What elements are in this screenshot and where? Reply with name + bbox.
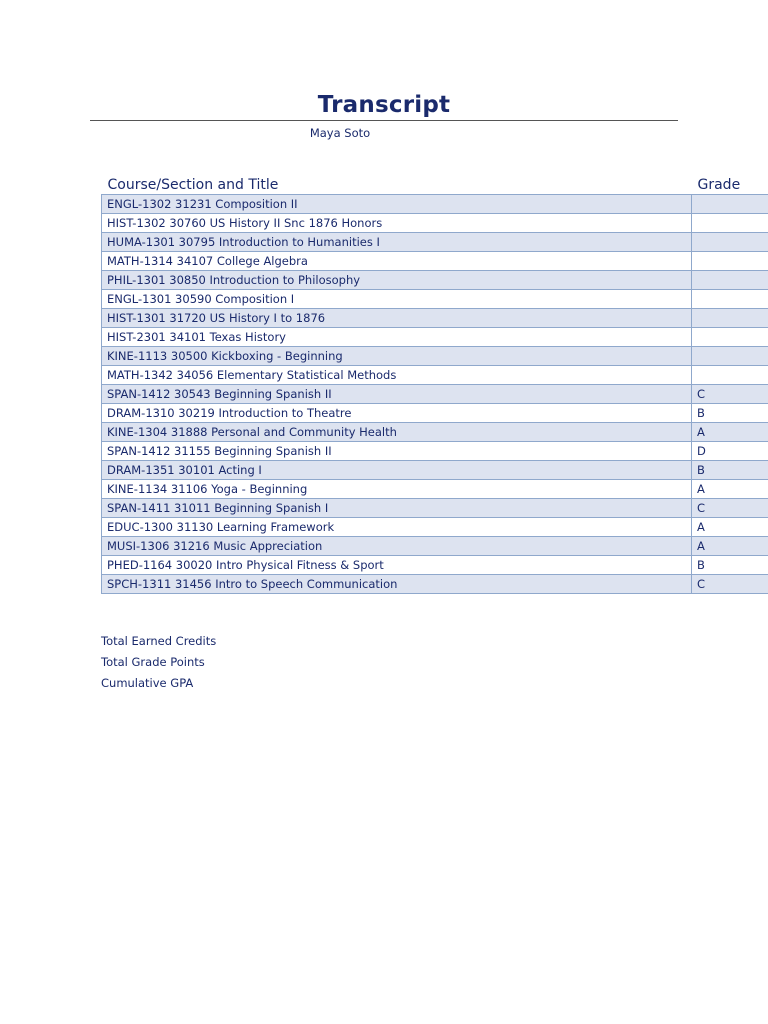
total-earned-credits-label: Total Earned Credits — [101, 634, 217, 648]
transcript-table-container — [101, 175, 768, 594]
table-row — [102, 442, 768, 461]
cumulative-gpa-label: Cumulative GPA — [101, 676, 194, 690]
table-row — [102, 309, 768, 328]
grade-cell: A — [692, 423, 768, 442]
table-row — [102, 537, 768, 556]
grade-column-header: Grade — [697, 177, 741, 193]
page-title: Transcript — [317, 92, 451, 118]
course-cell: EDUC-1300 31130 Learning Framework — [102, 518, 692, 537]
grade-cell — [692, 214, 768, 233]
course-cell: MATH-1314 34107 College Algebra — [102, 252, 692, 271]
table-row — [102, 556, 768, 575]
title-divider — [90, 120, 678, 121]
grade-cell — [692, 271, 768, 290]
grade-cell: A — [692, 518, 768, 537]
table-header-row — [102, 175, 768, 195]
total-grade-points-label: Total Grade Points — [101, 655, 205, 669]
grade-cell: C — [692, 385, 768, 404]
totals-section — [101, 633, 216, 696]
course-cell: ENGL-1302 31231 Composition II — [102, 195, 692, 214]
table-row — [102, 195, 768, 214]
course-cell: HIST-2301 34101 Texas History — [102, 328, 692, 347]
table-row — [102, 214, 768, 233]
course-cell: MUSI-1306 31216 Music Appreciation — [102, 537, 692, 556]
transcript-table — [101, 175, 768, 594]
table-row — [102, 385, 768, 404]
grade-cell — [692, 290, 768, 309]
course-cell: PHED-1164 30020 Intro Physical Fitness & Sport — [102, 556, 692, 575]
table-row — [102, 575, 768, 594]
table-row — [102, 233, 768, 252]
grade-cell: A — [692, 537, 768, 556]
course-cell: HIST-1301 31720 US History I to 1876 — [102, 309, 692, 328]
course-cell: SPAN-1412 30543 Beginning Spanish II — [102, 385, 692, 404]
grade-cell — [692, 195, 768, 214]
grade-cell: A — [692, 480, 768, 499]
course-cell: HIST-1302 30760 US History II Snc 1876 Honors — [102, 214, 692, 233]
grade-cell: B — [692, 461, 768, 480]
grade-cell: C — [692, 499, 768, 518]
grade-cell: D — [692, 442, 768, 461]
grade-cell — [692, 328, 768, 347]
table-row — [102, 271, 768, 290]
table-row — [102, 290, 768, 309]
grade-cell — [692, 309, 768, 328]
grade-cell — [692, 252, 768, 271]
course-cell: DRAM-1310 30219 Introduction to Theatre — [102, 404, 692, 423]
course-cell: PHIL-1301 30850 Introduction to Philosophy — [102, 271, 692, 290]
table-row — [102, 518, 768, 537]
grade-cell — [692, 233, 768, 252]
course-cell: SPAN-1412 31155 Beginning Spanish II — [102, 442, 692, 461]
course-cell: SPCH-1311 31456 Intro to Speech Communication — [102, 575, 692, 594]
table-row — [102, 480, 768, 499]
grade-cell: C — [692, 575, 768, 594]
grade-cell: B — [692, 556, 768, 575]
table-row — [102, 252, 768, 271]
table-row — [102, 347, 768, 366]
course-cell: KINE-1113 30500 Kickboxing - Beginning — [102, 347, 692, 366]
course-cell: ENGL-1301 30590 Composition I — [102, 290, 692, 309]
course-cell: MATH-1342 34056 Elementary Statistical Methods — [102, 366, 692, 385]
table-row — [102, 499, 768, 518]
table-row — [102, 423, 768, 442]
transcript-rows — [102, 195, 768, 594]
course-cell: KINE-1304 31888 Personal and Community Health — [102, 423, 692, 442]
table-row — [102, 404, 768, 423]
grade-cell — [692, 366, 768, 385]
table-row — [102, 328, 768, 347]
course-cell: KINE-1134 31106 Yoga - Beginning — [102, 480, 692, 499]
grade-cell: B — [692, 404, 768, 423]
course-cell: SPAN-1411 31011 Beginning Spanish I — [102, 499, 692, 518]
grade-cell — [692, 347, 768, 366]
course-cell: HUMA-1301 30795 Introduction to Humanities I — [102, 233, 692, 252]
table-row — [102, 461, 768, 480]
student-name: Maya Soto — [309, 126, 371, 140]
course-cell: DRAM-1351 30101 Acting I — [102, 461, 692, 480]
course-column-header: Course/Section and Title — [107, 177, 279, 193]
table-row — [102, 366, 768, 385]
